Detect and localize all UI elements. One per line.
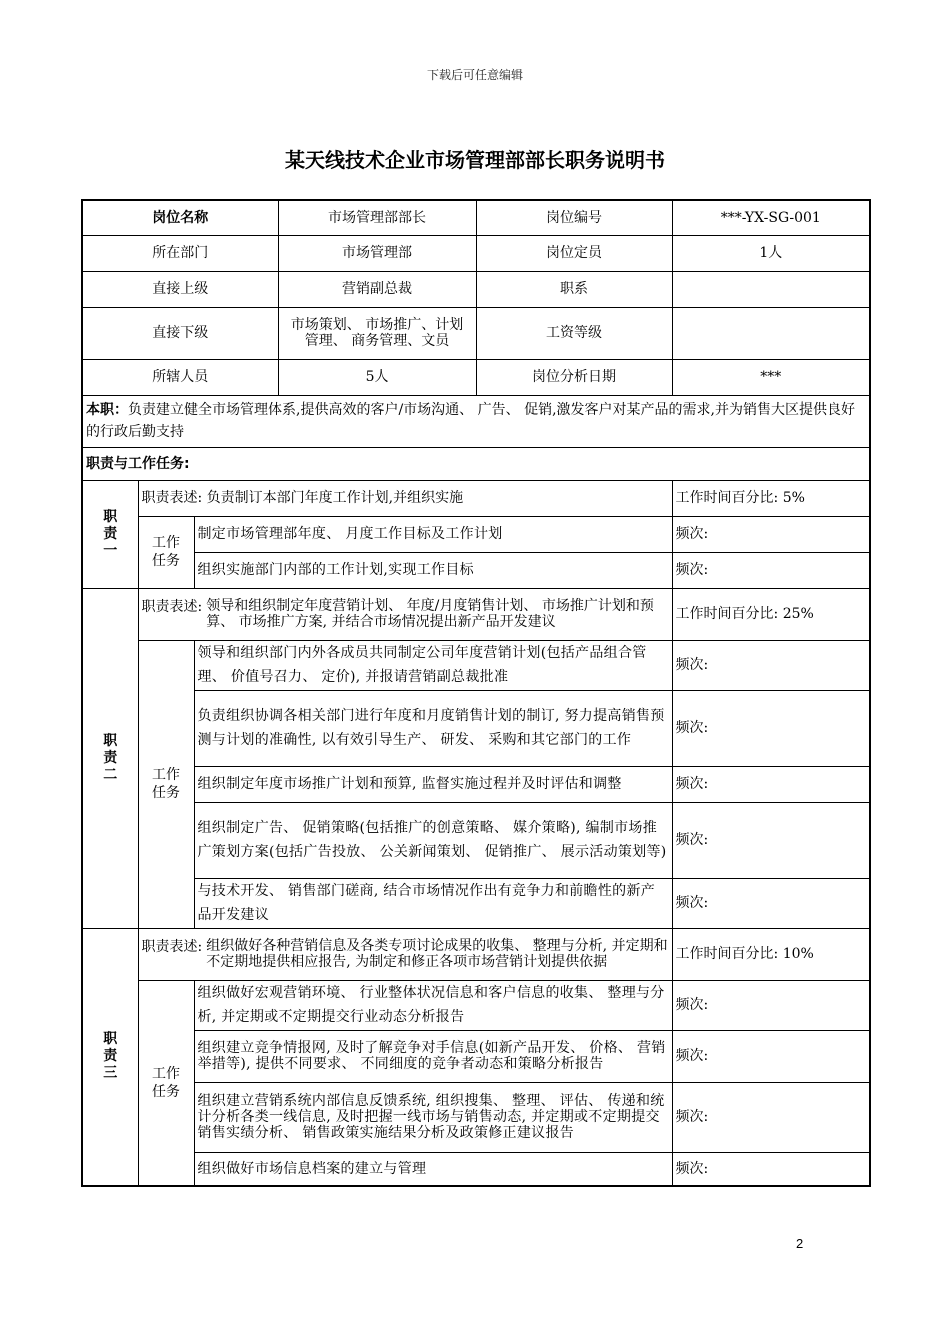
task-frequency: 频次: bbox=[672, 878, 870, 928]
info-label: 岗位分析日期 bbox=[476, 359, 672, 395]
task-row bbox=[82, 640, 870, 690]
duty-percent: 工作时间百分比: 10% bbox=[672, 928, 870, 980]
task-frequency: 频次: bbox=[672, 766, 870, 802]
duty-name-char: 责 bbox=[103, 525, 118, 542]
info-value: ***-YX-SG-001 bbox=[672, 200, 870, 235]
task-text: 与技术开发、 销售部门磋商, 结合市场情况作出有竞争力和前瞻性的新产品开发建议 bbox=[194, 878, 672, 928]
duty-name-char: 三 bbox=[103, 1065, 118, 1082]
info-row bbox=[82, 359, 870, 395]
info-value: 市场管理部部长 bbox=[278, 200, 476, 235]
duty-percent: 工作时间百分比: 5% bbox=[672, 480, 870, 516]
info-label: 所辖人员 bbox=[82, 359, 278, 395]
task-row bbox=[82, 1082, 870, 1152]
job-description-table bbox=[81, 199, 871, 1187]
page-number: 2 bbox=[796, 1236, 804, 1251]
duty-name-char: 责 bbox=[103, 749, 118, 766]
task-text: 组织做好市场信息档案的建立与管理 bbox=[194, 1152, 672, 1186]
task-row bbox=[82, 516, 870, 552]
task-row bbox=[82, 1152, 870, 1186]
desc-text: 组织做好各种营销信息及各类专项讨论成果的收集、 整理与分析, 并定期和不定期地提供相应报告, 为制定和修正各项市场营销计划提供依据 bbox=[206, 938, 668, 970]
task-row bbox=[82, 766, 870, 802]
info-label: 岗位定员 bbox=[476, 235, 672, 271]
task-text: 组织建立营销系统内部信息反馈系统, 组织搜集、 整理、 评估、 传递和统计分析各类一线信息, 及时把握一线市场与销售动态, 并定期或不定期提交销售实绩分析、 销售政策实施结果分析及政策修正建议报告 bbox=[194, 1082, 672, 1152]
info-row bbox=[82, 271, 870, 307]
main-duty-cell bbox=[82, 395, 870, 447]
duty-name-char: 职 bbox=[103, 508, 118, 525]
task-row bbox=[82, 690, 870, 766]
task-frequency: 频次: bbox=[672, 690, 870, 766]
duty-name bbox=[82, 588, 138, 928]
duties-heading-row bbox=[82, 447, 870, 480]
task-row bbox=[82, 552, 870, 588]
desc-label: 职责表述: bbox=[141, 939, 203, 955]
info-value: 市场管理部 bbox=[278, 235, 476, 271]
task-text: 组织建立竞争情报网, 及时了解竞争对手信息(如新产品开发、 价格、 营销举措等), 提供不同要求、 不同细度的竞争者动态和策略分析报告 bbox=[194, 1030, 672, 1082]
duties-heading: 职责与工作任务: bbox=[82, 447, 870, 480]
info-label: 所在部门 bbox=[82, 235, 278, 271]
header-note: 下载后可任意编辑 bbox=[426, 68, 523, 82]
info-label: 工资等级 bbox=[476, 307, 672, 359]
info-label: 职系 bbox=[476, 271, 672, 307]
task-label: 工作 任务 bbox=[138, 980, 194, 1186]
task-text: 负责组织协调各相关部门进行年度和月度销售计划的制订, 努力提高销售预测与计划的准确性, 以有效引导生产、 研发、 采购和其它部门的工作 bbox=[194, 690, 672, 766]
task-frequency: 频次: bbox=[672, 1082, 870, 1152]
info-label: 直接上级 bbox=[82, 271, 278, 307]
task-frequency: 频次: bbox=[672, 980, 870, 1030]
task-frequency: 频次: bbox=[672, 516, 870, 552]
info-value: 营销副总裁 bbox=[278, 271, 476, 307]
info-value: 市场策划、 市场推广、计划管理、 商务管理、文员 bbox=[278, 307, 476, 359]
info-value: 1人 bbox=[672, 235, 870, 271]
task-row bbox=[82, 802, 870, 878]
task-row bbox=[82, 1030, 870, 1082]
task-label: 工作 任务 bbox=[138, 640, 194, 928]
task-frequency: 频次: bbox=[672, 1152, 870, 1186]
task-text: 组织做好宏观营销环境、 行业整体状况信息和客户信息的收集、 整理与分析, 并定期或不定期提交行业动态分析报告 bbox=[194, 980, 672, 1030]
info-value: 5人 bbox=[278, 359, 476, 395]
desc-label: 职责表述: bbox=[141, 490, 203, 506]
duty-name-char: 一 bbox=[103, 542, 118, 559]
desc-label: 职责表述: bbox=[141, 599, 203, 615]
info-row bbox=[82, 200, 870, 235]
task-text: 组织实施部门内部的工作计划,实现工作目标 bbox=[194, 552, 672, 588]
duty-name bbox=[82, 480, 138, 588]
task-text: 组织制定年度市场推广计划和预算, 监督实施过程并及时评估和调整 bbox=[194, 766, 672, 802]
task-text: 组织制定广告、 促销策略(包括推广的创意策略、 媒介策略), 编制市场推广策划方案(包括广告投放、 公关新闻策划、 促销推广、 展示活动策划等) bbox=[194, 802, 672, 878]
duty-name-char: 职 bbox=[103, 1031, 118, 1048]
task-frequency: 频次: bbox=[672, 1030, 870, 1082]
task-text: 制定市场管理部年度、 月度工作目标及工作计划 bbox=[194, 516, 672, 552]
task-frequency: 频次: bbox=[672, 552, 870, 588]
task-text: 领导和组织部门内外各成员共同制定公司年度营销计划(包括产品组合管理、 价值号召力、 定价), 并报请营销副总裁批准 bbox=[194, 640, 672, 690]
task-frequency: 频次: bbox=[672, 640, 870, 690]
duty-name bbox=[82, 928, 138, 1186]
info-row bbox=[82, 307, 870, 359]
main-duty-row bbox=[82, 395, 870, 447]
duty-name-char: 责 bbox=[103, 1048, 118, 1065]
duty-desc-row bbox=[82, 588, 870, 640]
info-label: 岗位编号 bbox=[476, 200, 672, 235]
task-frequency: 频次: bbox=[672, 802, 870, 878]
duty-desc bbox=[138, 928, 672, 980]
document-title: 某天线技术企业市场管理部部长职务说明书 bbox=[285, 148, 665, 172]
info-value bbox=[672, 307, 870, 359]
desc-text: 领导和组织制定年度营销计划、 年度/月度销售计划、 市场推广计划和预算、 市场推广方案, 并结合市场情况提出新产品开发建议 bbox=[206, 598, 654, 630]
duty-desc-row bbox=[82, 480, 870, 516]
main-duty-label: 本职： bbox=[86, 402, 128, 418]
task-row bbox=[82, 878, 870, 928]
duty-name-char: 职 bbox=[103, 732, 118, 749]
info-value: *** bbox=[672, 359, 870, 395]
info-value bbox=[672, 271, 870, 307]
info-row bbox=[82, 235, 870, 271]
info-label: 岗位名称 bbox=[82, 200, 278, 235]
info-label: 直接下级 bbox=[82, 307, 278, 359]
task-label: 工作 任务 bbox=[138, 516, 194, 588]
duty-name-char: 二 bbox=[103, 766, 118, 783]
duty-desc-row bbox=[82, 928, 870, 980]
task-row bbox=[82, 980, 870, 1030]
desc-text: 负责制订本部门年度工作计划,并组织实施 bbox=[206, 490, 464, 506]
main-duty-text: 负责建立健全市场管理体系,提供高效的客户/市场沟通、 广告、 促销,激发客户对某产品的需求,并为销售大区提供良好的行政后勤支持 bbox=[86, 402, 855, 440]
duty-desc bbox=[138, 480, 672, 516]
duty-desc bbox=[138, 588, 672, 640]
duty-percent: 工作时间百分比: 25% bbox=[672, 588, 870, 640]
